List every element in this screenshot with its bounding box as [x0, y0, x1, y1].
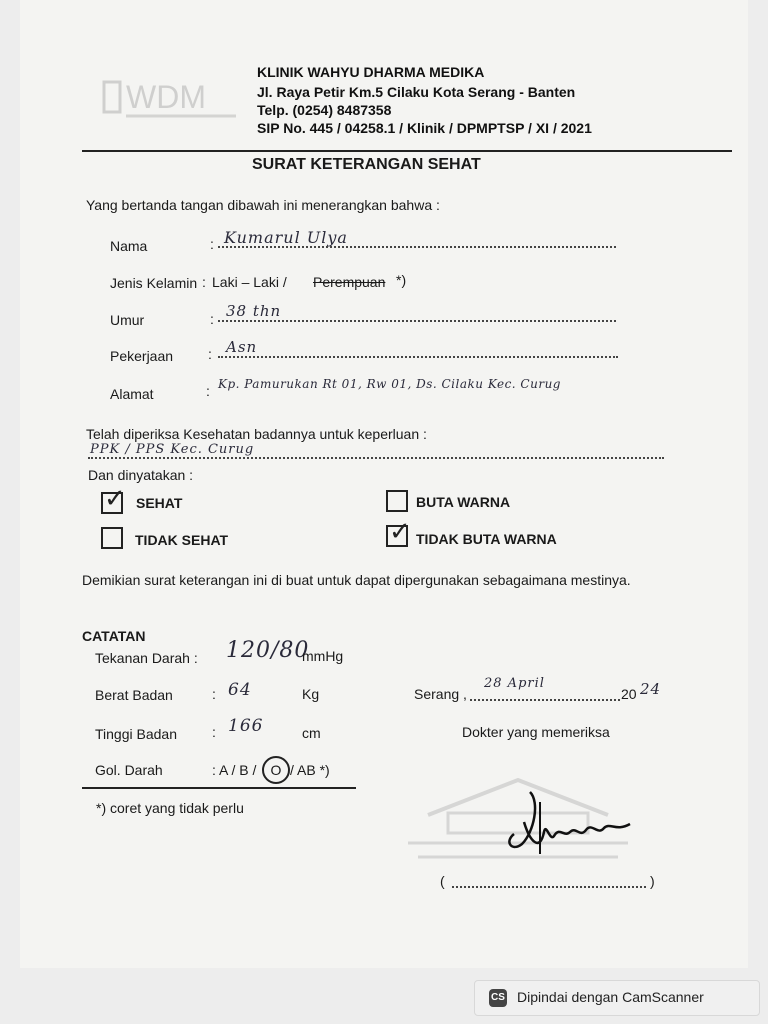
nama-dotted-line: [218, 246, 616, 248]
umur-value: 38 thn: [226, 302, 282, 320]
jenis-kelamin-label: Jenis Kelamin: [110, 275, 198, 291]
pekerjaan-value: Asn: [226, 338, 258, 356]
buta-warna-checkbox[interactable]: [386, 490, 408, 512]
signature-close-paren: ): [650, 873, 655, 889]
jenis-kelamin-options: Laki – Laki /: [212, 274, 287, 290]
closing-text: Demikian surat keterangan ini di buat untuk dapat dipergunakan sebagaimana mestinya.: [82, 572, 631, 588]
tinggi-badan-value: 166: [228, 716, 264, 736]
clinic-address: Jl. Raya Petir Km.5 Cilaku Kota Serang - Banten: [257, 84, 576, 100]
tidak-buta-warna-label: TIDAK BUTA WARNA: [416, 531, 557, 547]
catatan-title: CATATAN: [82, 628, 146, 644]
pekerjaan-dotted-line: [218, 356, 618, 358]
jenis-kelamin-struck: Perempuan: [313, 274, 386, 290]
camscanner-badge: [474, 980, 760, 1016]
gol-darah-options-a: : A / B /: [212, 762, 257, 778]
tinggi-badan-colon: :: [212, 724, 216, 740]
tekanan-darah-label: Tekanan Darah :: [95, 650, 198, 666]
umur-dotted-line: [218, 320, 616, 322]
pekerjaan-colon: :: [208, 346, 212, 362]
header-divider: [82, 150, 732, 152]
tinggi-badan-label: Tinggi Badan: [95, 726, 177, 742]
catatan-divider: [82, 787, 356, 789]
pekerjaan-label: Pekerjaan: [110, 348, 174, 364]
purpose-value: PPK / PPS Kec. Curug: [90, 442, 255, 457]
camscanner-icon: CS: [489, 989, 507, 1007]
clinic-logo: [100, 72, 240, 122]
date-dotted-line: [470, 699, 620, 701]
year-prefix: 20: [621, 686, 637, 702]
alamat-label: Alamat: [110, 386, 154, 402]
purpose-label: Telah diperiksa Kesehatan badannya untuk keperluan :: [86, 426, 427, 442]
tidak-sehat-label: TIDAK SEHAT: [135, 532, 229, 548]
doctor-label: Dokter yang memeriksa: [462, 724, 610, 740]
alamat-colon: :: [206, 383, 210, 399]
declared-label: Dan dinyatakan :: [88, 467, 194, 483]
signature-dotted-line: [452, 886, 646, 888]
document-title: SURAT KETERANGAN SEHAT: [252, 156, 481, 173]
camscanner-text: Dipindai dengan CamScanner: [517, 989, 704, 1005]
gol-darah-selected: O: [262, 756, 290, 784]
umur-colon: :: [210, 311, 214, 327]
svg-text:WDM: WDM: [126, 79, 206, 115]
alamat-value: Kp. Pamurukan Rt 01, Rw 01, Ds. Cilaku Kec. Curug: [218, 377, 561, 391]
sehat-label: SEHAT: [136, 495, 183, 511]
tinggi-badan-unit: cm: [302, 725, 321, 741]
signature-open-paren: (: [440, 873, 445, 889]
tekanan-darah-value: 120/80: [226, 638, 310, 663]
berat-badan-unit: Kg: [302, 686, 320, 702]
nama-label: Nama: [110, 238, 148, 254]
buta-warna-label: BUTA WARNA: [416, 494, 511, 510]
nama-value: Kumarul Ulya: [224, 228, 348, 247]
clinic-phone: Telp. (0254) 8487358: [257, 102, 392, 118]
year-value: 24: [640, 680, 662, 698]
date-value: 28 April: [484, 676, 545, 691]
footnote: *) coret yang tidak perlu: [96, 800, 244, 816]
clinic-name: KLINIK WAHYU DHARMA MEDIKA: [257, 64, 485, 80]
umur-label: Umur: [110, 312, 145, 328]
checkmark-icon: ✓: [104, 484, 126, 514]
gol-darah-options-b: / AB *): [290, 762, 330, 778]
tekanan-darah-unit: mmHg: [302, 648, 344, 664]
purpose-dotted-line: [88, 457, 664, 459]
berat-badan-colon: :: [212, 686, 216, 702]
intro-text: Yang bertanda tangan dibawah ini menerangkan bahwa :: [86, 197, 440, 213]
jenis-kelamin-colon: :: [202, 274, 206, 290]
berat-badan-value: 64: [228, 680, 252, 700]
place-label: Serang ,: [414, 686, 467, 702]
berat-badan-label: Berat Badan: [95, 687, 173, 703]
nama-colon: :: [210, 236, 214, 252]
clinic-sip: SIP No. 445 / 04258.1 / Klinik / DPMPTSP / XI / 2021: [257, 120, 592, 136]
tidak-sehat-checkbox[interactable]: [101, 527, 123, 549]
checkmark-icon: ✓: [389, 517, 411, 547]
gol-darah-label: Gol. Darah: [95, 762, 163, 778]
jenis-kelamin-footnote-mark: *): [396, 272, 407, 288]
doctor-signature: [500, 782, 640, 862]
